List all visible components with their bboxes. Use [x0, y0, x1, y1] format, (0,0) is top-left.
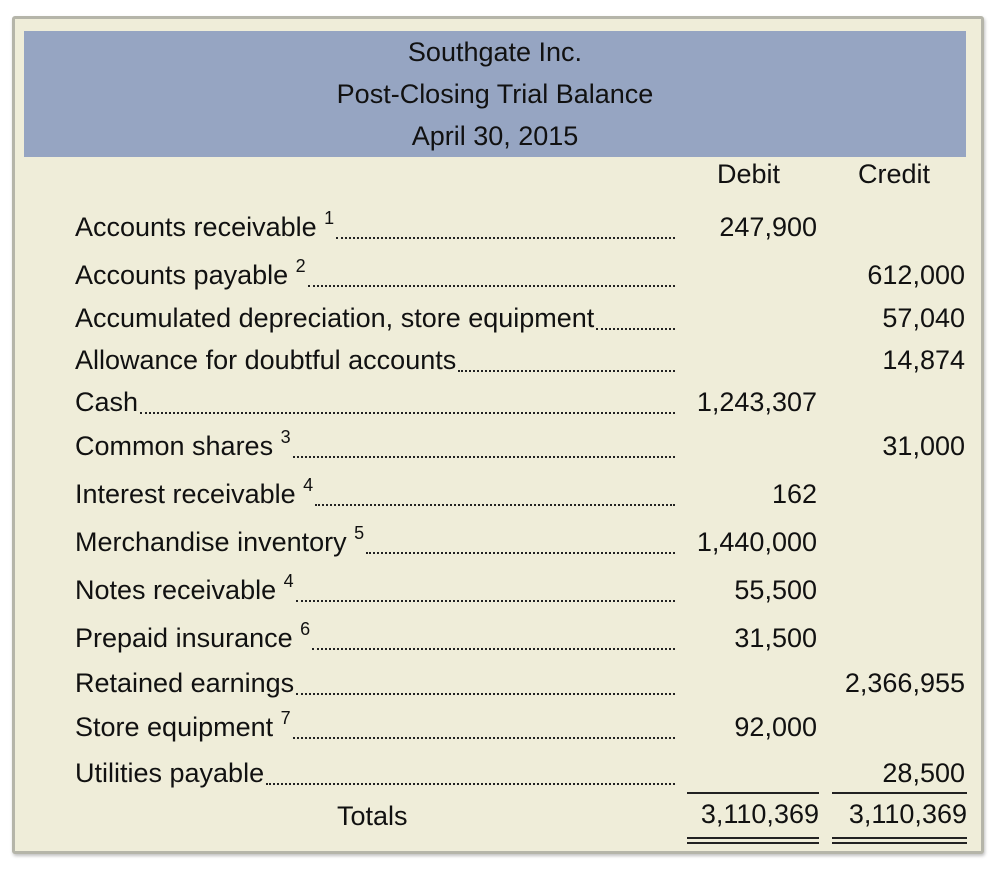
debit-amount: 31,500 [734, 623, 817, 653]
account-name [75, 256, 306, 291]
total-debit: 3,110,369 [700, 799, 819, 829]
dot-leader [596, 328, 675, 330]
debit-total-double-rule [687, 837, 819, 844]
footnote-marker: 2 [295, 256, 306, 276]
table-row [75, 520, 965, 560]
account-label: Accumulated depreciation, store equipment [75, 303, 595, 333]
credit-total-double-rule [832, 837, 967, 844]
dot-leader [266, 783, 675, 785]
account-name [75, 208, 334, 243]
credit-amount: 612,000 [867, 260, 965, 290]
table-header [24, 31, 966, 157]
footnote-marker: 1 [324, 208, 335, 228]
debit-subtotal-rule [687, 792, 819, 794]
account-name [75, 758, 264, 789]
debit-amount: 1,243,307 [696, 387, 817, 417]
debit-column-header: Debit [717, 159, 781, 189]
account-name [75, 571, 294, 606]
footnote-marker: 7 [280, 708, 291, 728]
account-label: Retained earnings [75, 668, 295, 698]
credit-amount: 28,500 [882, 758, 965, 788]
footnote-marker: 4 [303, 475, 314, 495]
account-label: Store equipment [75, 712, 274, 742]
dot-leader [308, 285, 675, 287]
dot-leader [366, 552, 675, 554]
company-name: Southgate Inc. [407, 37, 583, 67]
dot-leader [458, 370, 675, 372]
account-label: Interest receivable [75, 479, 296, 509]
account-label: Utilities payable [75, 758, 265, 788]
account-label: Allowance for doubtful accounts [75, 345, 457, 375]
table-row [75, 472, 965, 512]
credit-amount: 31,000 [882, 431, 965, 461]
debit-amount: 162 [771, 479, 817, 509]
debit-amount: 92,000 [734, 712, 817, 742]
dot-leader [296, 600, 675, 602]
dot-leader [336, 237, 675, 239]
account-name [75, 345, 456, 376]
account-label: Accounts receivable [75, 212, 317, 242]
table-row [75, 568, 965, 608]
account-name [75, 387, 138, 418]
table-row [75, 205, 965, 245]
account-name [75, 668, 294, 699]
dot-leader [293, 737, 675, 739]
footnote-marker: 6 [300, 619, 311, 639]
dot-leader [293, 456, 675, 458]
account-name [75, 708, 291, 743]
account-label: Notes receivable [75, 575, 277, 605]
total-credit: 3,110,369 [848, 799, 967, 829]
debit-amount: 1,440,000 [696, 527, 817, 557]
account-label: Common shares [75, 431, 274, 461]
table-row [75, 661, 965, 701]
table-row [75, 296, 965, 336]
account-name [75, 427, 291, 462]
statement-date: April 30, 2015 [411, 121, 579, 151]
table-row [75, 253, 965, 293]
account-name [75, 619, 310, 654]
account-label: Prepaid insurance [75, 623, 293, 653]
table-row [75, 338, 965, 378]
table-row [75, 616, 965, 656]
debit-amount: 247,900 [719, 212, 817, 242]
credit-amount: 57,040 [882, 303, 965, 333]
statement-title: Post-Closing Trial Balance [336, 79, 654, 109]
dot-leader [312, 648, 675, 650]
table-row [75, 705, 965, 745]
credit-column-header: Credit [858, 159, 931, 189]
footnote-marker: 4 [283, 571, 294, 591]
trial-balance-table [12, 16, 984, 854]
account-name [75, 303, 594, 334]
credit-amount: 2,366,955 [844, 668, 965, 698]
dot-leader [315, 504, 675, 506]
footnote-marker: 5 [354, 523, 365, 543]
dot-leader [140, 412, 675, 414]
credit-amount: 14,874 [882, 345, 965, 375]
account-label: Accounts payable [75, 260, 289, 290]
totals-label: Totals [337, 801, 408, 831]
debit-amount: 55,500 [734, 575, 817, 605]
account-label: Merchandise inventory [75, 527, 347, 557]
table-row [75, 380, 965, 420]
credit-subtotal-rule [832, 792, 967, 794]
account-label: Cash [75, 387, 139, 417]
account-name [75, 475, 313, 510]
table-row [75, 751, 965, 791]
dot-leader [296, 693, 675, 695]
table-row [75, 424, 965, 464]
account-name [75, 523, 364, 558]
footnote-marker: 3 [280, 427, 291, 447]
